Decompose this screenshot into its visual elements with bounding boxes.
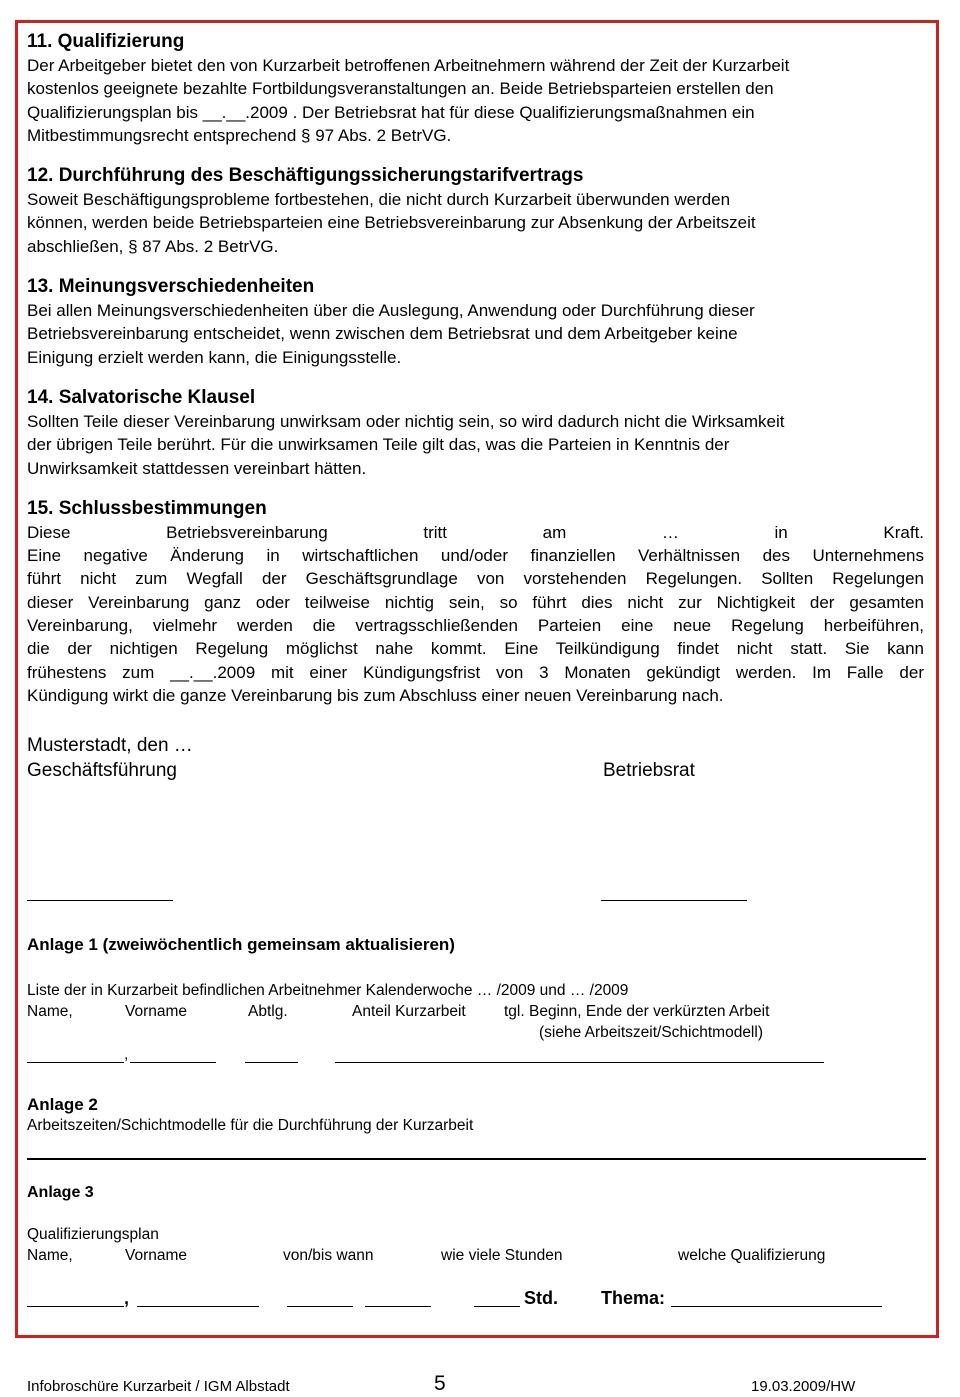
anlage3-col-vorname: Vorname [125,1247,188,1264]
word: … [661,522,679,542]
section-line: Einigung erzielt werden kann, die Einigungsstelle. [27,347,402,367]
anlage3-blank-thema [671,1306,882,1307]
section-line: die der nichtigen Regelung möglichst nahe kommt. Eine Teilkündigung findet nicht statt. Sie kann [27,639,924,659]
anlage3-col-name: Name, [27,1247,73,1264]
anlage1-col-abtlg: Abtlg. [248,1003,288,1020]
word: tritt [423,522,447,542]
section-line: Unwirksamkeit stattdessen vereinbart hätten. [27,458,367,478]
anlage3-blank-bis [365,1306,431,1307]
section-line: frühestens zum __.__.2009 mit einer Kündigungsfrist von 3 Monaten gekündigt werden. Im Falle der [27,662,924,682]
section-line: Der Arbeitgeber bietet den von Kurzarbeit betroffenen Arbeitnehmern während der Zeit der Kurzarbeit [27,56,790,75]
schluss-first-line [27,521,924,544]
section-line: führt nicht zum Wegfall der Geschäftsgrundlage von vorstehenden Regelungen. Sollten Regelungen [27,569,924,589]
section-line: der übrigen Teile berührt. Für die unwirksamen Teile gilt das, was die Parteien in Kenntnis der [27,435,730,455]
anlage3-blank-name [27,1306,124,1307]
anlage3-comma: , [124,1288,130,1308]
section-line: dieser Vereinbarung ganz oder teilweise nichtig sein, so führt dies nicht zur Nichtigkeit der gesamten [27,592,924,612]
section-line: Bei allen Meinungsverschiedenheiten über die Auslegung, Anwendung oder Durchführung dieser [27,301,755,321]
word: in [774,522,788,542]
signature-place: Musterstadt, den … [27,735,193,757]
section-line: Mitbestimmungsrecht entsprechend § 97 Abs. 2 BetrVG. [27,125,452,145]
word: Diese [27,522,71,542]
signature-left-label: Geschäftsführung [27,760,177,782]
anlage3-blank-vorname [137,1306,259,1307]
section-line: Sollten Teile dieser Vereinbarung unwirksam oder nichtig sein, so wird dadurch nicht die Wirksamkeit [27,411,785,431]
section-line: Eine negative Änderung in wirtschaftlichen und/oder finanziellen Verhältnissen des Unternehmens [27,546,924,566]
section-12 [27,164,924,258]
section-heading: 14. Salvatorische Klausel [27,386,256,408]
section-11 [27,30,924,147]
signature-line-right [601,900,747,901]
anlage3-thema: Thema: [601,1288,666,1308]
anlage1-blank-abtlg [245,1062,298,1063]
footer-page-number: 5 [434,1372,446,1395]
anlage1-list-line: Liste der in Kurzarbeit befindlichen Arbeitnehmer Kalenderwoche … /2009 und … /2009 [27,982,629,999]
anlage1-blank-anteil [335,1062,824,1063]
document-body [27,30,924,785]
section-line: abschließen, § 87 Abs. 2 BetrVG. [27,236,279,256]
footer-left: Infobroschüre Kurzarbeit / IGM Albstadt [27,1378,290,1395]
section-heading: 12. Durchführung des Beschäftigungssicherungstarifvertrags [27,165,584,187]
anlage1-blank-vorname [130,1062,216,1063]
anlage1-col-name: Name, [27,1003,73,1020]
section-line: Vereinbarung, vielmehr werden die vertragsschließenden Parteien eine neue Regelung herbeiführen, [27,616,924,636]
section-14 [27,386,924,480]
word: Kraft. [883,522,925,542]
section-13 [27,275,924,369]
anlage1-col-anteil: Anteil Kurzarbeit [352,1003,466,1020]
anlage3-col-qualifizierung: welche Qualifizierung [678,1247,826,1264]
anlage3-blank-von [287,1306,353,1307]
anlage3-col-stunden: wie viele Stunden [441,1247,563,1264]
signature-right-label: Betriebsrat [603,760,695,782]
section-heading: 13. Meinungsverschiedenheiten [27,276,315,298]
section-15 [27,497,924,707]
anlage2-title: Anlage 2 [27,1095,98,1114]
section-line: Betriebsvereinbarung entscheidet, wenn zwischen dem Betriebsrat und dem Arbeitgeber keine [27,324,738,344]
anlage3-std: Std. [524,1288,558,1308]
footer-right: 19.03.2009/HW [751,1378,856,1395]
anlage1-comma: , [124,1046,129,1063]
section-line: können, werden beide Betriebsparteien eine Betriebsvereinbarung zur Absenkung der Arbeitszeit [27,213,756,233]
anlage1-blank-name [27,1062,124,1063]
anlage1-col-sub: (siehe Arbeitszeit/Schichtmodell) [539,1024,763,1041]
word: am [542,522,567,542]
anlage1-col-vorname: Vorname [125,1003,188,1020]
section-line: Soweit Beschäftigungsprobleme fortbestehen, die nicht durch Kurzarbeit überwunden werden [27,190,731,210]
anlage1-title: Anlage 1 (zweiwöchentlich gemeinsam aktualisieren) [27,935,455,954]
anlage3-blank-stunden [474,1306,520,1307]
section-line: Kündigung wirkt die ganze Vereinbarung bis zum Abschluss einer neuen Vereinbarung nach. [27,685,724,705]
anlage3-col-von-bis: von/bis wann [283,1247,374,1264]
section-heading: 11. Qualifizierung [27,31,185,52]
section-line: kostenlos geeignete bezahlte Fortbildungsveranstaltungen an. Beide Betriebsparteien erstellen den [27,79,774,99]
section-line: Qualifizierungsplan bis __.__.2009 . Der Betriebsrat hat für diese Qualifizierungsmaßnahmen ein [27,102,755,122]
anlage2-rule [27,1158,926,1160]
word: Betriebsvereinbarung [166,522,328,542]
section-heading: 15. Schlussbestimmungen [27,497,267,519]
anlage2-text: Arbeitszeiten/Schichtmodelle für die Durchführung der Kurzarbeit [27,1117,474,1134]
signature-line-left [27,900,173,901]
anlage1-col-beginn: tgl. Beginn, Ende der verkürzten Arbeit [504,1003,770,1020]
signature-block [27,733,924,785]
anlage3-title: Anlage 3 [27,1184,94,1201]
anlage3-subtitle: Qualifizierungsplan [27,1226,159,1243]
